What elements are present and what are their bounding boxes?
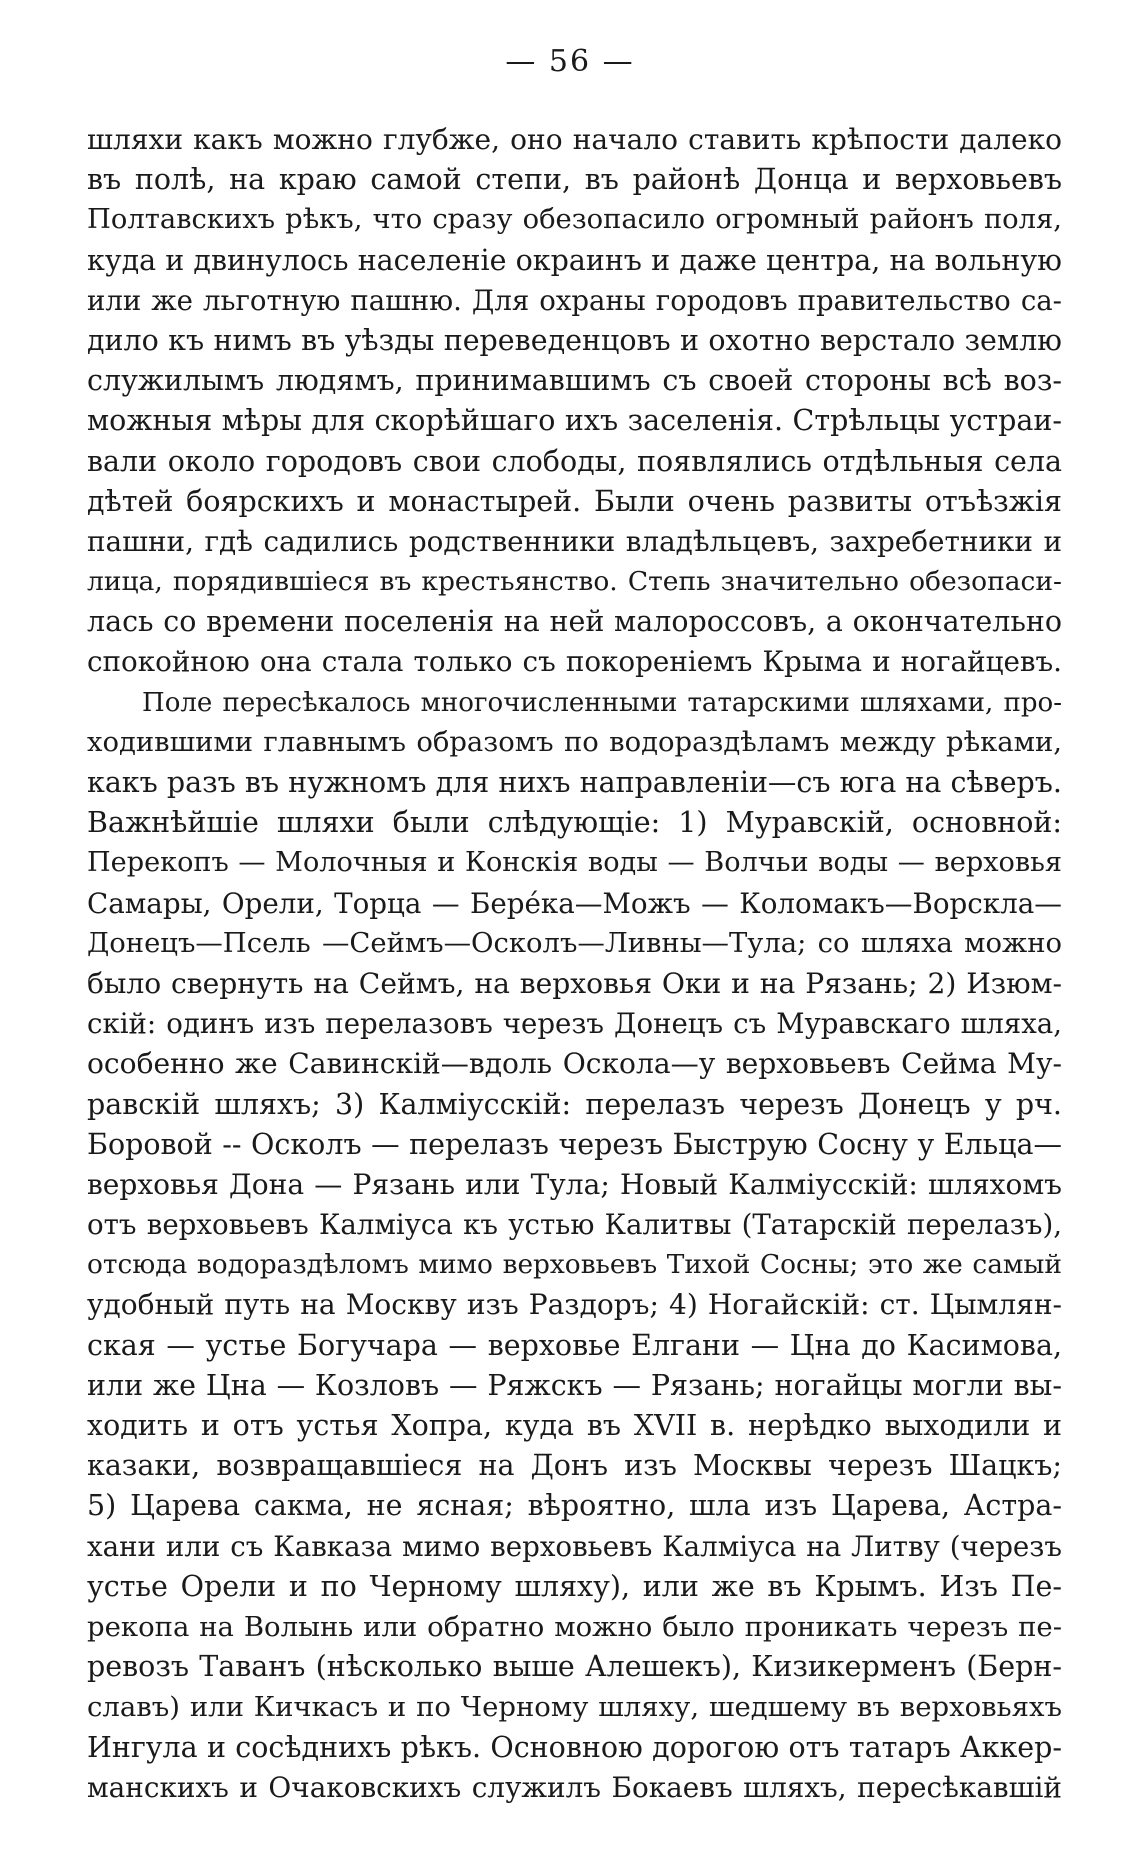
text-line: 5) Царева сакма, не ясная; вѣроятно, шла изъ Царева, Астра- <box>87 1489 1062 1523</box>
text-line: ходившими главнымъ образомъ по водораздѣламъ между рѣками, <box>87 726 1062 758</box>
text-line: Самары, Орели, Торца — Берéка—Можъ — Коломакъ—Ворскла— <box>87 886 1062 920</box>
text-line: равскій шляхъ; 3) Калміусскій: перелазъ черезъ Донецъ у рч. <box>87 1087 1062 1121</box>
text-line: въ полѣ, на краю самой степи, въ районѣ Донца и верховьевъ <box>87 163 1062 197</box>
paragraph-start-line: Поле пересѣкалось многочисленными татарскими шляхами, про- <box>142 687 1062 718</box>
text-line: или же льготную пашню. Для охраны городовъ правительство са- <box>87 284 1062 317</box>
text-line: или же Цна — Козловъ — Ряжскъ — Рязань; ногайцы могли вы- <box>87 1368 1062 1402</box>
text-line: служилымъ людямъ, принимавшимъ съ своей стороны всѣ воз- <box>87 364 1062 398</box>
text-line: устье Орели и по Черному шляху), или же въ Крымъ. Изъ Пе- <box>87 1569 1062 1603</box>
text-line: казаки, возвращавшіеся на Донъ изъ Москвы черезъ Шацкъ; <box>87 1449 1062 1483</box>
text-line: ревозъ Таванъ (нѣсколько выше Алешекъ), Кизикерменъ (Берн- <box>87 1650 1062 1684</box>
page-number: — 56 — <box>505 44 635 79</box>
text-line: отсюда водораздѣломъ мимо верховьевъ Тихой Сосны; это же самый <box>87 1250 1062 1281</box>
text-line: было свернуть на Сеймъ, на верховья Оки и на Рязань; 2) Изюм- <box>87 966 1062 1000</box>
text-line: Донецъ—Псель —Сеймъ—Осколъ—Ливны—Тула; со шляха можно <box>87 927 1062 959</box>
text-line: ходить и отъ устья Хопра, куда въ XVII в. нерѣдко выходили и <box>87 1409 1062 1442</box>
text-line: рекопа на Волынь или обратно можно было проникать черезъ пе- <box>87 1610 1062 1643</box>
text-line: манскихъ и Очаковскихъ служилъ Бокаевъ шляхъ, пересѣкавшій <box>87 1770 1062 1804</box>
text-line: особенно же Савинскій—вдоль Оскола—у верховьевъ Сейма Му- <box>87 1047 1062 1081</box>
text-line: отъ верховьевъ Калміуса къ устью Калитвы (Татарскій перелазъ), <box>87 1208 1062 1242</box>
text-line: Важнѣйшіе шляхи были слѣдующіе: 1) Муравскій, основной: <box>87 806 1062 840</box>
text-line: лица, порядившіеся въ крестьянство. Степь значительно обезопаси- <box>87 566 1062 598</box>
text-line: славъ) или Кичкасъ и по Черному шляху, шедшему въ верховьяхъ <box>87 1691 1062 1724</box>
text-line: скій: одинъ изъ перелазовъ черезъ Донецъ съ Муравскаго шляха, <box>87 1007 1062 1041</box>
text-line: верховья Дона — Рязань или Тула; Новый Калміусскій: шляхомъ <box>87 1167 1062 1201</box>
text-line: какъ разъ въ нужномъ для нихъ направленіи—съ юга на сѣверъ. <box>87 766 1062 799</box>
body-text <box>87 120 1062 1808</box>
text-line: куда и двинулось населеніе окраинъ и даже центра, на вольную <box>87 243 1062 277</box>
text-line: ская — устье Богучара — верховье Елгани — Цна до Касимова, <box>87 1328 1062 1362</box>
text-line: дѣтей боярскихъ и монастырей. Были очень развиты отъѣзжія <box>87 484 1062 518</box>
text-line: спокойною она стала только съ покореніемъ Крыма и ногайцевъ. <box>87 645 1062 679</box>
text-line: пашни, гдѣ садились родственники владѣльцевъ, захребетники и <box>87 524 1062 558</box>
text-line: удобный путь на Москву изъ Раздоръ; 4) Ногайскій: ст. Цымлян- <box>87 1288 1062 1322</box>
text-line: Перекопъ — Молочныя и Конскія воды — Волчьи воды — верховья <box>87 847 1062 879</box>
text-line: хани или съ Кавказа мимо верховьевъ Калміуса на Литву (черезъ <box>87 1529 1062 1563</box>
text-line: Полтавскихъ рѣкъ, что сразу обезопасило огромный районъ поля, <box>87 204 1062 236</box>
text-line: дило къ нимъ въ уѣзды переведенцовъ и охотно верстало землю <box>87 323 1062 357</box>
text-line: Боровой -- Осколъ — перелазъ черезъ Быструю Сосну у Ельца— <box>87 1127 1062 1161</box>
text-line: шляхи какъ можно глубже, оно начало ставить крѣпости далеко <box>87 123 1062 156</box>
text-line: лась со времени поселенія на ней малороссовъ, а окончательно <box>87 605 1062 639</box>
text-line: вали около городовъ свои слободы, появлялись отдѣльныя села <box>87 444 1062 478</box>
text-line: Ингула и сосѣднихъ рѣкъ. Основною дорогою отъ татаръ Аккер- <box>87 1730 1062 1764</box>
text-line: можныя мѣры для скорѣйшаго ихъ заселенія. Стрѣльцы устраи- <box>87 404 1062 438</box>
